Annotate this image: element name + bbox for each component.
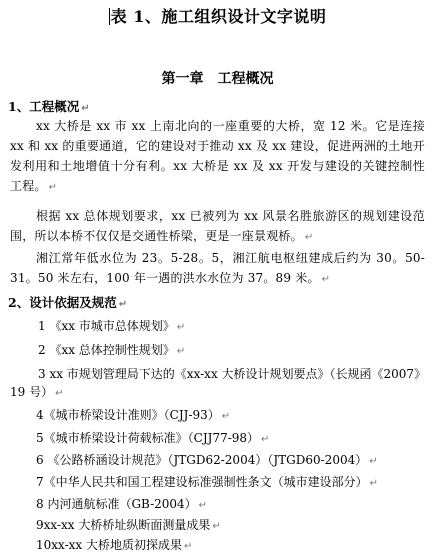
list-item-text: 6 《公路桥涵设计规范》（JTGD62-2004）（JTGD60-2004） bbox=[36, 453, 368, 467]
list-item bbox=[36, 451, 378, 468]
paragraph-mark: ↵ bbox=[212, 521, 221, 532]
paragraph-text: 湘江常年低水位为 23。5-28。5，湘江航电枢纽建成后约为 30。50-31。50 米左右，100 年一遇的洪水水位为 37。89 米。 bbox=[10, 251, 425, 285]
list-item bbox=[36, 495, 207, 512]
list-item-text: 7《中华人民共和国工程建设标准强制性条文（城市建设部分） bbox=[36, 475, 368, 489]
paragraph-mark: ↵ bbox=[48, 182, 58, 193]
list-item-text: 2 《xx 总体控制性规划》 bbox=[38, 343, 175, 357]
paragraph-mark: ↵ bbox=[304, 232, 314, 243]
paragraph-mark: ↵ bbox=[81, 103, 90, 114]
chapter-number: 第一章 bbox=[161, 71, 204, 87]
paragraph-overview-2 bbox=[10, 206, 425, 248]
document-title bbox=[0, 4, 435, 27]
paragraph-mark: ↵ bbox=[369, 456, 378, 467]
paragraph-overview-3 bbox=[10, 248, 425, 290]
list-item bbox=[38, 341, 185, 358]
list-item-continuation bbox=[10, 383, 63, 400]
chapter-heading bbox=[0, 68, 435, 88]
list-item bbox=[36, 473, 378, 490]
paragraph-text: 根据 xx 总体规划要求，xx 已被列为 xx 风景名胜旅游区的规划建设范围，所以本桥不仅仅是交通性桥梁，更是一座景观桥。 bbox=[10, 209, 425, 243]
list-item-text: 9xx-xx 大桥桥址纵断面测量成果 bbox=[36, 518, 211, 532]
section-heading-text: 1、工程概况 bbox=[8, 99, 80, 114]
list-item bbox=[36, 536, 192, 553]
paragraph-overview-1 bbox=[10, 116, 425, 198]
section-heading-basis bbox=[8, 293, 127, 311]
paragraph-mark: ↵ bbox=[369, 478, 379, 489]
list-item bbox=[36, 406, 230, 423]
list-item bbox=[38, 317, 185, 334]
paragraph-mark: ↵ bbox=[184, 541, 193, 552]
list-item-text: 10xx-xx 大桥地质初探成果 bbox=[36, 538, 182, 552]
list-item bbox=[38, 365, 426, 382]
paragraph-mark: ↵ bbox=[55, 388, 64, 399]
list-item-text: 5《城市桥梁设计荷载标准》（CJJ77-98） bbox=[36, 431, 260, 445]
paragraph-mark: ↵ bbox=[176, 346, 186, 357]
section-heading-text: 2、设计依据及规范 bbox=[8, 295, 117, 310]
paragraph-text: xx 大桥是 xx 市 xx 上南北向的一座重要的大桥，宽 12 米。它是连接 xx 和 xx 的重要通道，它的建设对于推动 xx 及 xx 建设，促进两洲的土地开发利用和土地增值十分有利。xx 大桥是 xx 及 xx 开发与建设的关键控制性工程。 bbox=[10, 119, 425, 193]
paragraph-mark: ↵ bbox=[198, 500, 208, 511]
paragraph-mark: ↵ bbox=[221, 411, 231, 422]
list-item bbox=[36, 516, 221, 533]
paragraph-mark: ↵ bbox=[261, 434, 270, 445]
list-item-text: 3 xx 市规划管理局下达的《xx-xx 大桥设计规划要点》（长规函《2007》 bbox=[38, 367, 427, 381]
paragraph-mark: ↵ bbox=[176, 322, 186, 333]
text-cursor bbox=[109, 8, 110, 25]
paragraph-mark: ↵ bbox=[118, 299, 128, 310]
document-title-text: 表 1、施工组织设计文字说明 bbox=[110, 7, 327, 26]
paragraph-mark: ↵ bbox=[321, 274, 331, 285]
section-heading-overview bbox=[8, 97, 90, 115]
list-item-text: 4《城市桥梁设计准则》（CJJ-93） bbox=[36, 408, 220, 422]
list-item bbox=[36, 429, 269, 446]
chapter-name: 工程概况 bbox=[217, 71, 274, 87]
list-item-text: 1 《xx 市城市总体规划》 bbox=[38, 319, 175, 333]
list-item-text: 8 内河通航标准（GB-2004） bbox=[36, 497, 197, 511]
list-item-text: 19 号） bbox=[10, 385, 54, 399]
